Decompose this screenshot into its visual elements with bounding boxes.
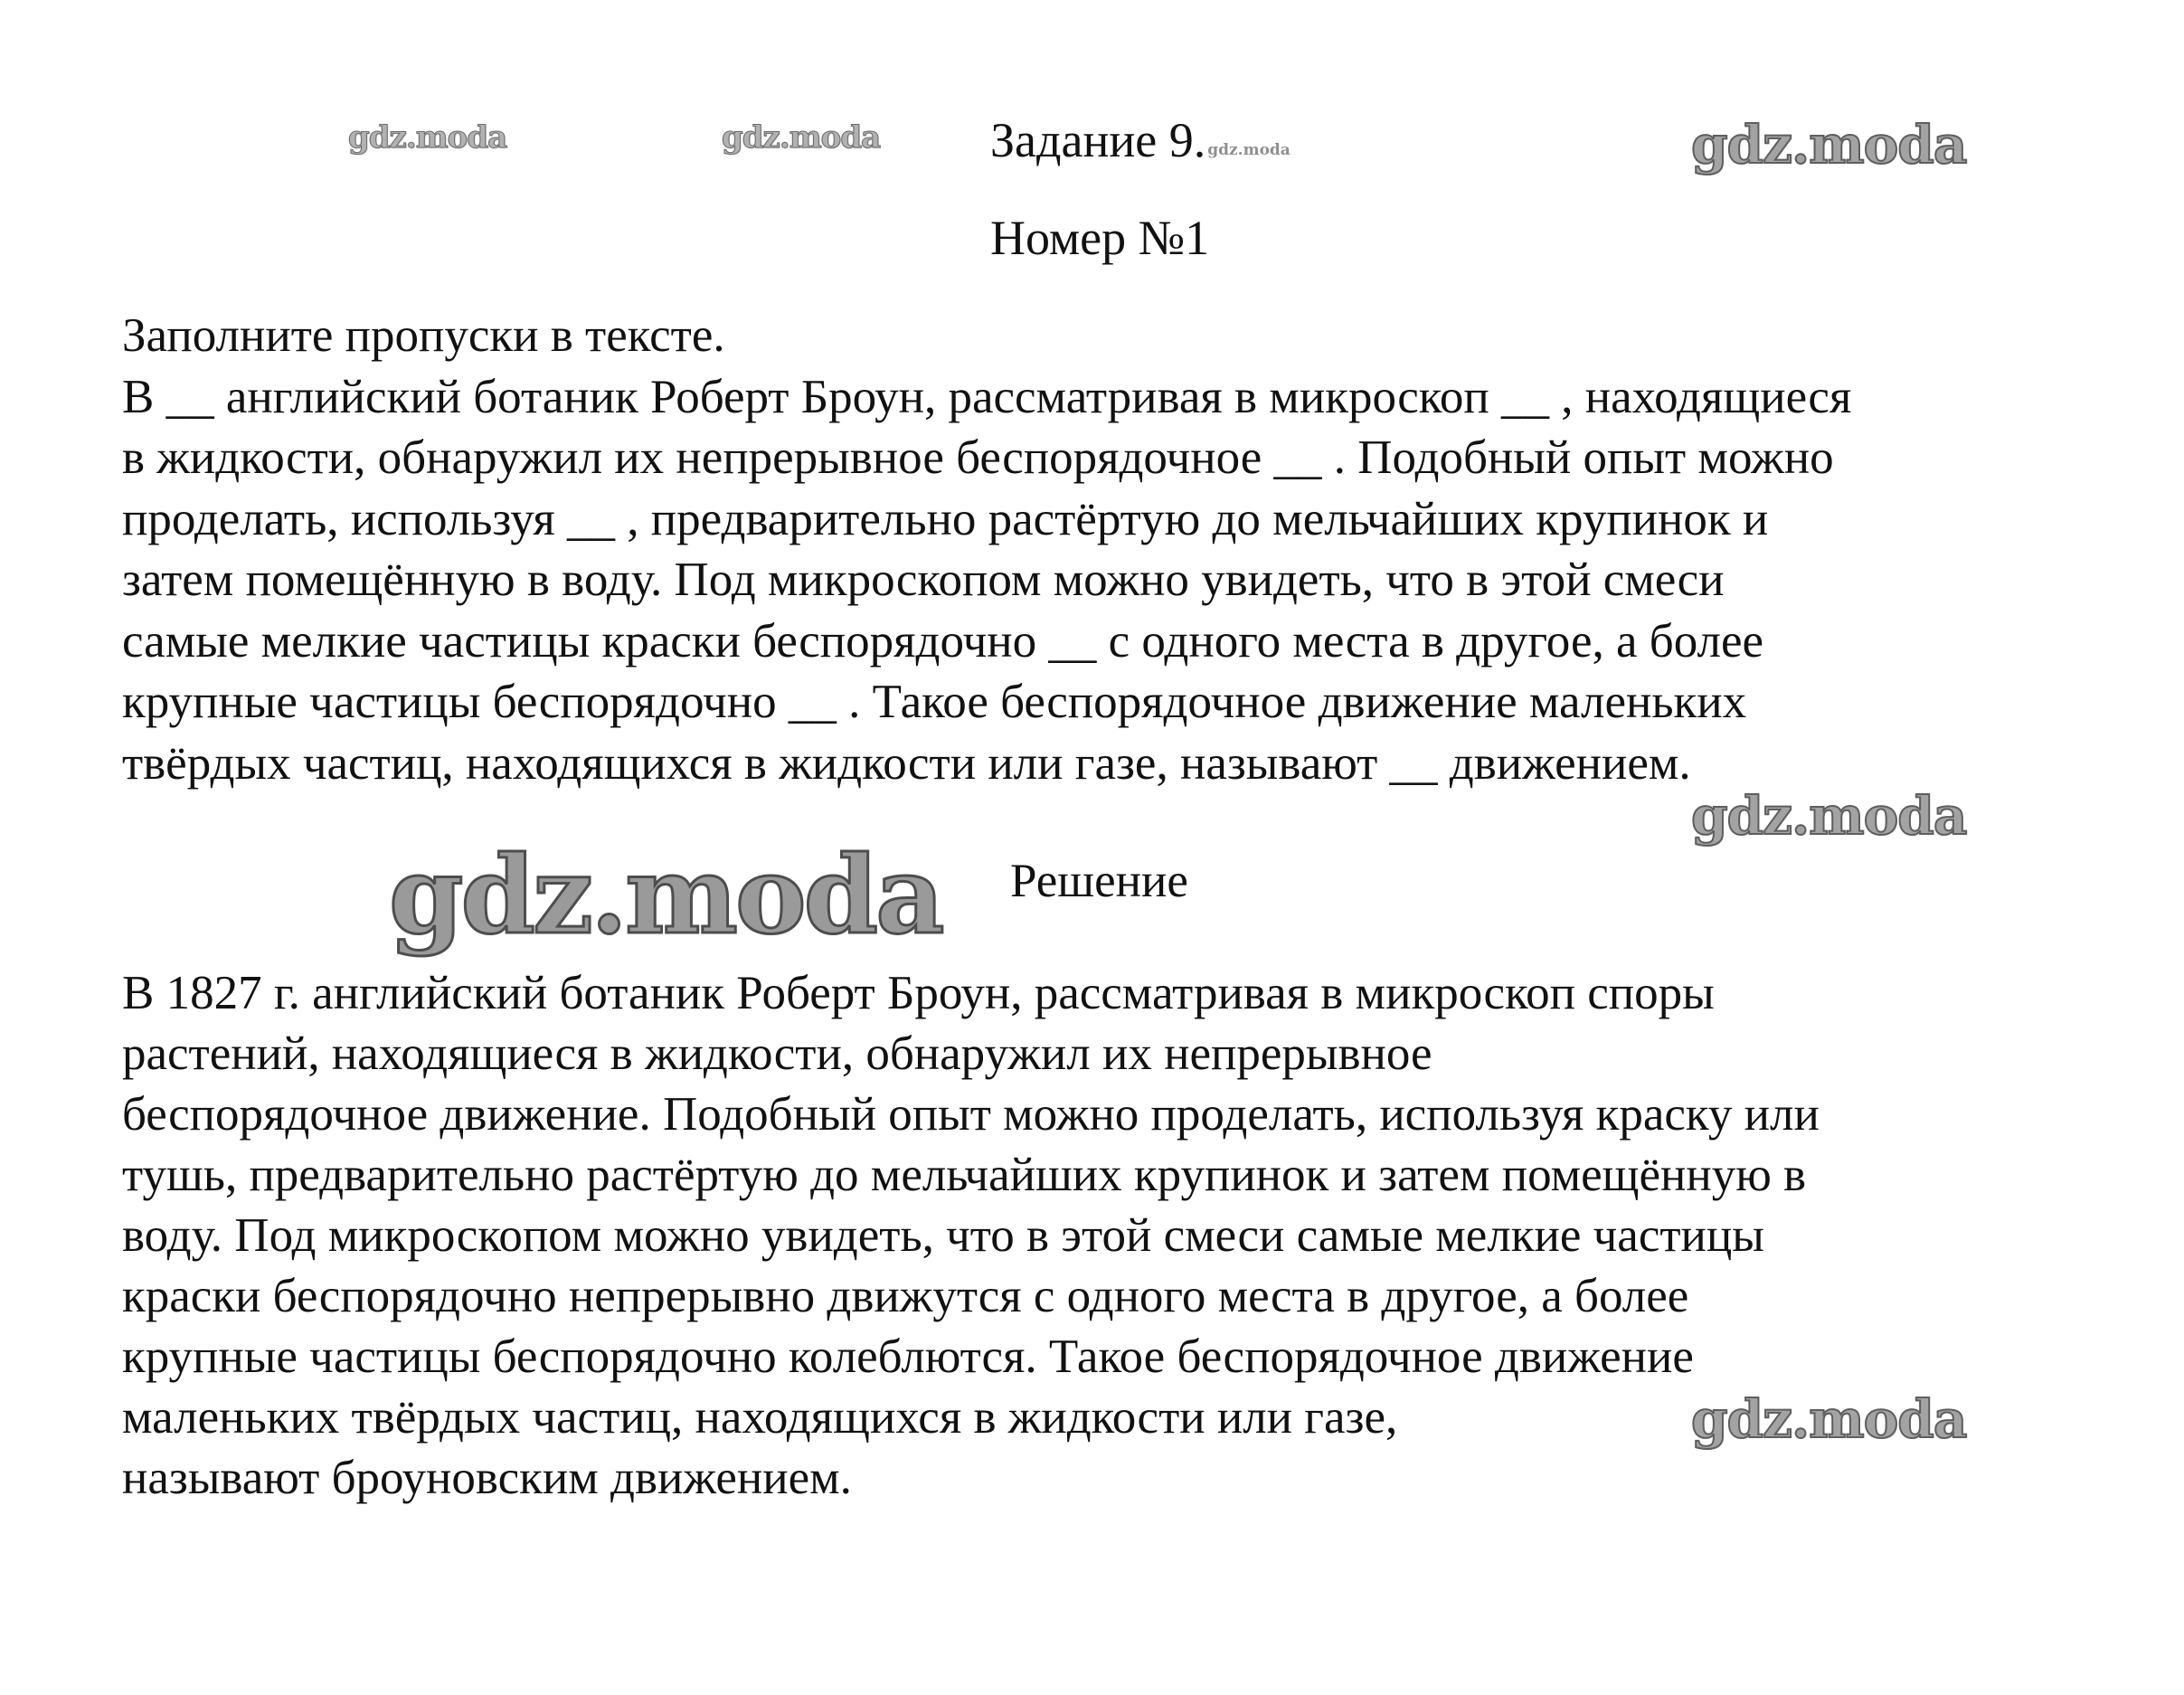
solution-line: В 1827 г. английский ботаник Роберт Броун, рассматривая в микроскоп споры [122,967,1715,1019]
watermark-logo: gdz.moda [1691,1388,1967,1450]
watermark-logo: gdz.moda [348,119,507,156]
task-line: затем помещённую в воду. Под микроскопом можно увидеть, что в этой смеси [122,554,1725,606]
solution-line: крупные частицы беспорядочно колеблются. Такое беспорядочное движение [122,1330,1694,1383]
watermark-logo: gdz.moda [1691,785,1967,847]
solution-line: маленьких твёрдых частиц, находящихся в жидкости или газе, [122,1391,1398,1444]
solution-line: тушь, предварительно растёртую до мельчайших крупинок и затем помещённую в [122,1149,1807,1201]
task-line: В __ английский ботаник Роберт Броун, рассматривая в микроскоп __ , находящиеся [122,370,1852,423]
task-text [122,306,2166,794]
task-line: твёрдых частиц, находящихся в жидкости или газе, называют __ движением. [122,736,1691,790]
watermark-logo: gdz.moda [1691,114,1967,175]
solution-line: беспорядочное движение. Подобный опыт можно проделать, используя краску или [122,1088,1820,1141]
task-line: в жидкости, обнаружил их непрерывное беспорядочное __ . Подобный опыт можно [122,431,1834,484]
title-watermark: gdz.moda [1207,141,1291,159]
solution-line: краски беспорядочно непрерывно движутся с одного места в другое, а более [122,1270,1689,1322]
watermark-logo-large: gdz.moda [389,832,942,958]
task-title-text: Задание 9. [990,113,1206,167]
task-number: Номер №1 [990,211,1210,265]
solution-line: растений, находящиеся в жидкости, обнаружил их непрерывное [122,1027,1432,1080]
watermark-logo: gdz.moda [722,119,881,156]
solution-text [122,963,2166,1509]
task-title [990,109,1291,182]
task-line: крупные частицы беспорядочно __ . Такое беспорядочное движение маленьких [122,676,1747,728]
solution-heading: Решение [1010,855,1188,907]
task-line: проделать, используя __ , предварительно растёртую до мельчайших крупинок и [122,492,1769,545]
task-line: самые мелкие частицы краски беспорядочно __ с одного места в другое, а более [122,614,1764,668]
solution-line: называют броуновским движением. [122,1452,852,1504]
task-line: Заполните пропуски в тексте. [122,309,725,362]
solution-line: воду. Под микроскопом можно увидеть, что в этой смеси самые мелкие частицы [122,1209,1764,1262]
